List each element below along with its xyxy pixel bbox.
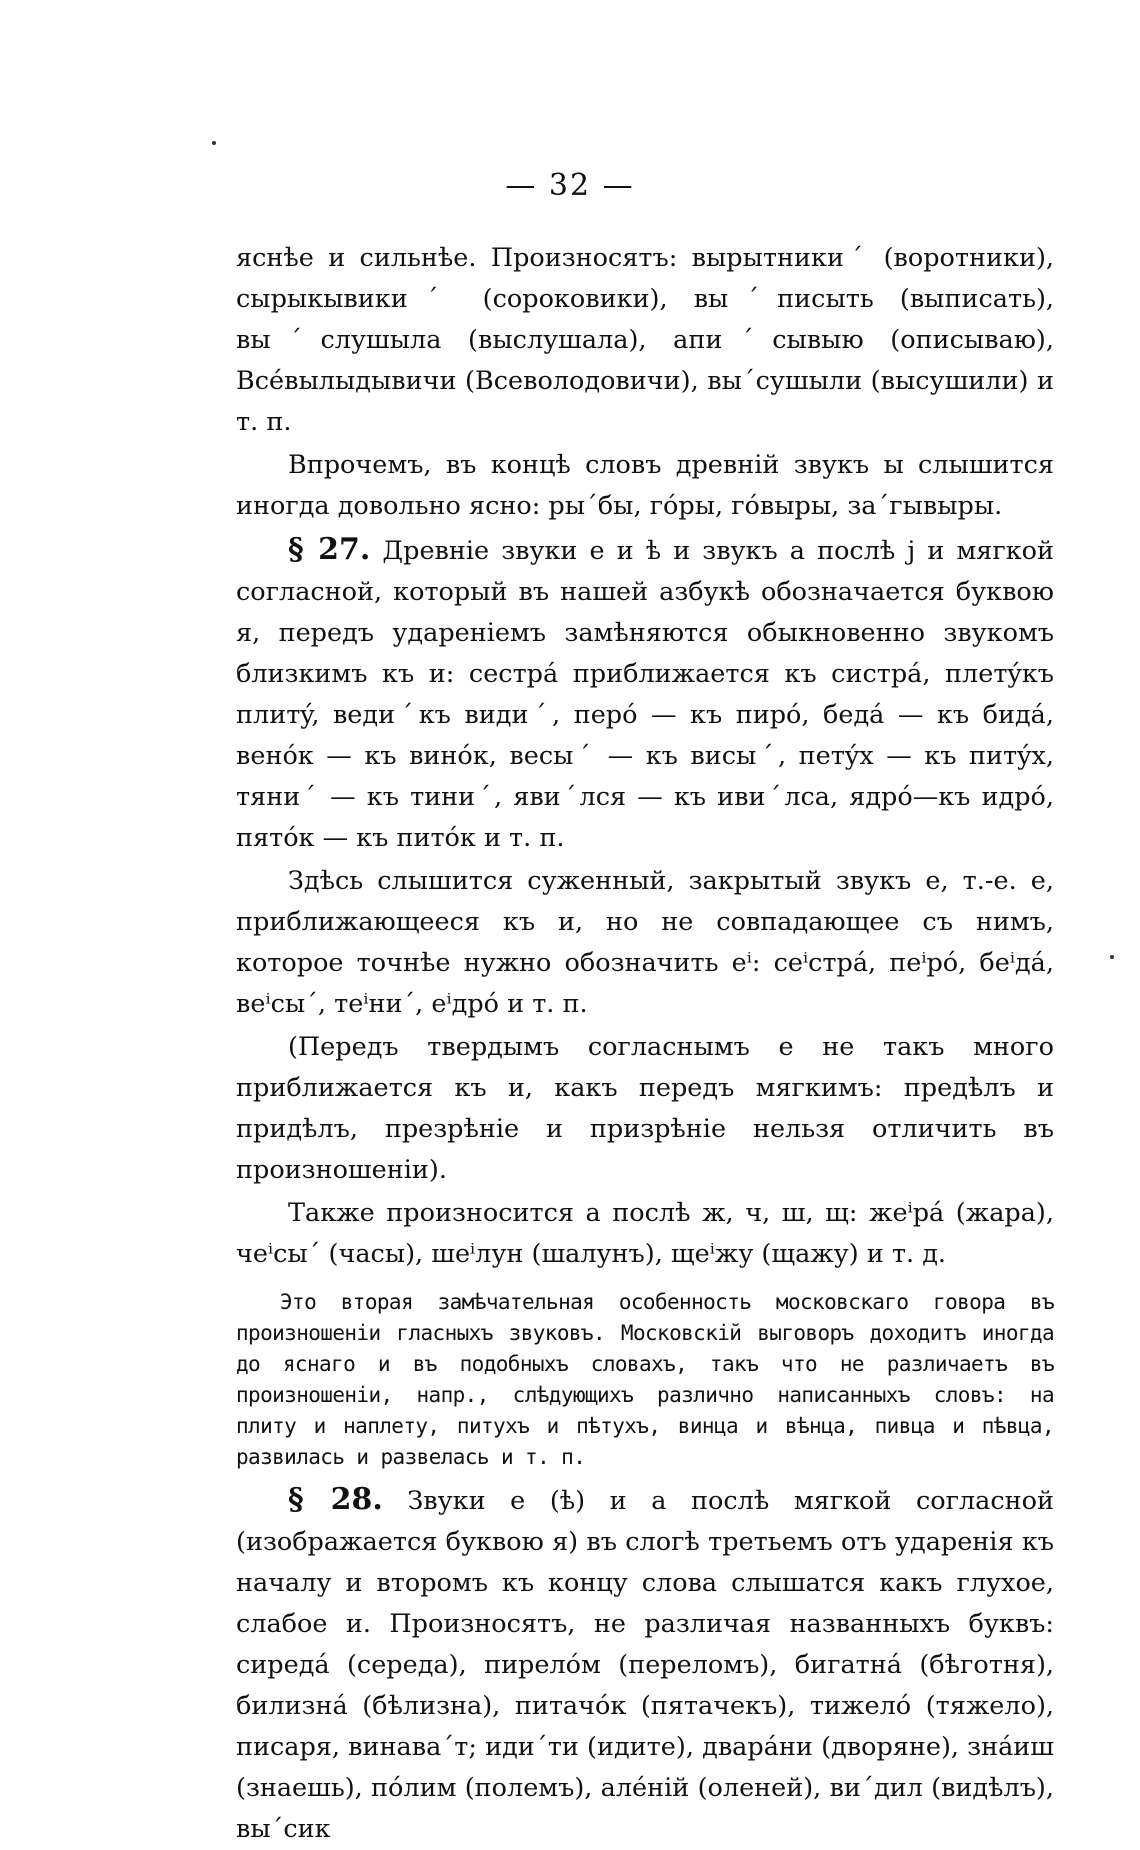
paragraph-5: (Передъ твердымъ согласнымъ е не такъ много приближается къ и, какъ передъ мягкимъ: предѣлъ и придѣлъ, презрѣніе и призрѣніе нельзя отличить въ произношеніи). (236, 1032, 1054, 1185)
body-text (236, 238, 1054, 1850)
paragraph-4: Здѣсь слышится суженный, закрытый звукъ е, т.-е. е, приближающееся къ и, но не совпадающее съ нимъ, которое точнѣе нужно обозначить еⁱ: сеⁱстрá, пеⁱрó, беⁱдá, веⁱсыˊ, теⁱниˊ, еⁱдрó и т. п. (236, 866, 1054, 1019)
paragraph-section-28 (236, 1479, 1054, 1850)
margin-speck-left (212, 141, 216, 145)
section-27-text: Древніе звуки е и ѣ и звукъ а послѣ j и мягкой согласной, который въ нашей азбукѣ обозначается буквою я, передъ удареніемъ замѣняются обыкновенно звукомъ близкимъ къ и: сестрá приближается къ систрá, плетýкъ плитý, ведиˊкъ видиˊ, перó — къ пирó, бедá — къ бидá, венóк — къ винóк, весыˊ — къ висыˊ, петýх — къ питýх, тяниˊ — къ тиниˊ, явиˊлся — къ ивиˊлса, ядрó—къ идрó, пятóк — къ питóк и т. п. (236, 536, 1055, 853)
section-28-text: Звуки е (ѣ) и а послѣ мягкой согласной (изображается буквою я) въ слогѣ третьемъ отъ ударенія къ началу и второмъ къ концу слова слышатся какъ глухое, слабое и. Произносятъ, не различая названныхъ буквъ: сиредá (середа), пирелóм (переломъ), бигатнá (бѣготня), билизнá (бѣлизна), питачóк (пятачекъ), тижелó (тяжело), писаря, винаваˊт; идиˊти (идите), дварáни (дворяне), знáиш (знаешь), пóлим (полемъ), алéній (оленей), виˊдил (видѣлъ), выˊсик (236, 1486, 1055, 1844)
paragraph-1: яснѣе и сильнѣе. Произносятъ: вырытникиˊ (воротники), сырыкывикиˊ (сороковики), выˊписыть (выписать), выˊслушыла (выслушала), апиˊсывыю (описываю), Всéвылыдывичи (Всеволодовичи), выˊсушыли (высушили) и т. п. (236, 243, 1054, 437)
paragraph-section-27 (236, 529, 1054, 859)
section-28-heading: § 28. (288, 1482, 383, 1517)
paragraph-2: Впрочемъ, въ концѣ словъ древній звукъ ы слышится иногда довольно ясно: рыˊбы, гóры, гóвыры, заˊгывыры. (236, 450, 1054, 521)
page-number: — 32 — (505, 168, 635, 203)
paragraph-6: Также произносится а послѣ ж, ч, ш, щ: жеⁱрá (жара), чеⁱсыˊ (часы), шеⁱлун (шалунъ), щеⁱжу (щажу) и т. д. (236, 1198, 1054, 1269)
section-27-heading: § 27. (288, 532, 371, 567)
small-print-note: Это вторая замѣчательная особенность московскаго говора въ произношеніи гласныхъ звуковъ. Московскій выговоръ доходитъ иногда до яснаго и въ подобныхъ словахъ, такъ что не различаетъ въ произношеніи, напр., слѣдующихъ различно написанныхъ словъ: на плиту и наплету, питухъ и пѣтухъ, винца и вѣнца, пивца и пѣвца, развилась и развелась и т. п. (236, 1290, 1054, 1469)
margin-speck-right (1110, 955, 1114, 959)
